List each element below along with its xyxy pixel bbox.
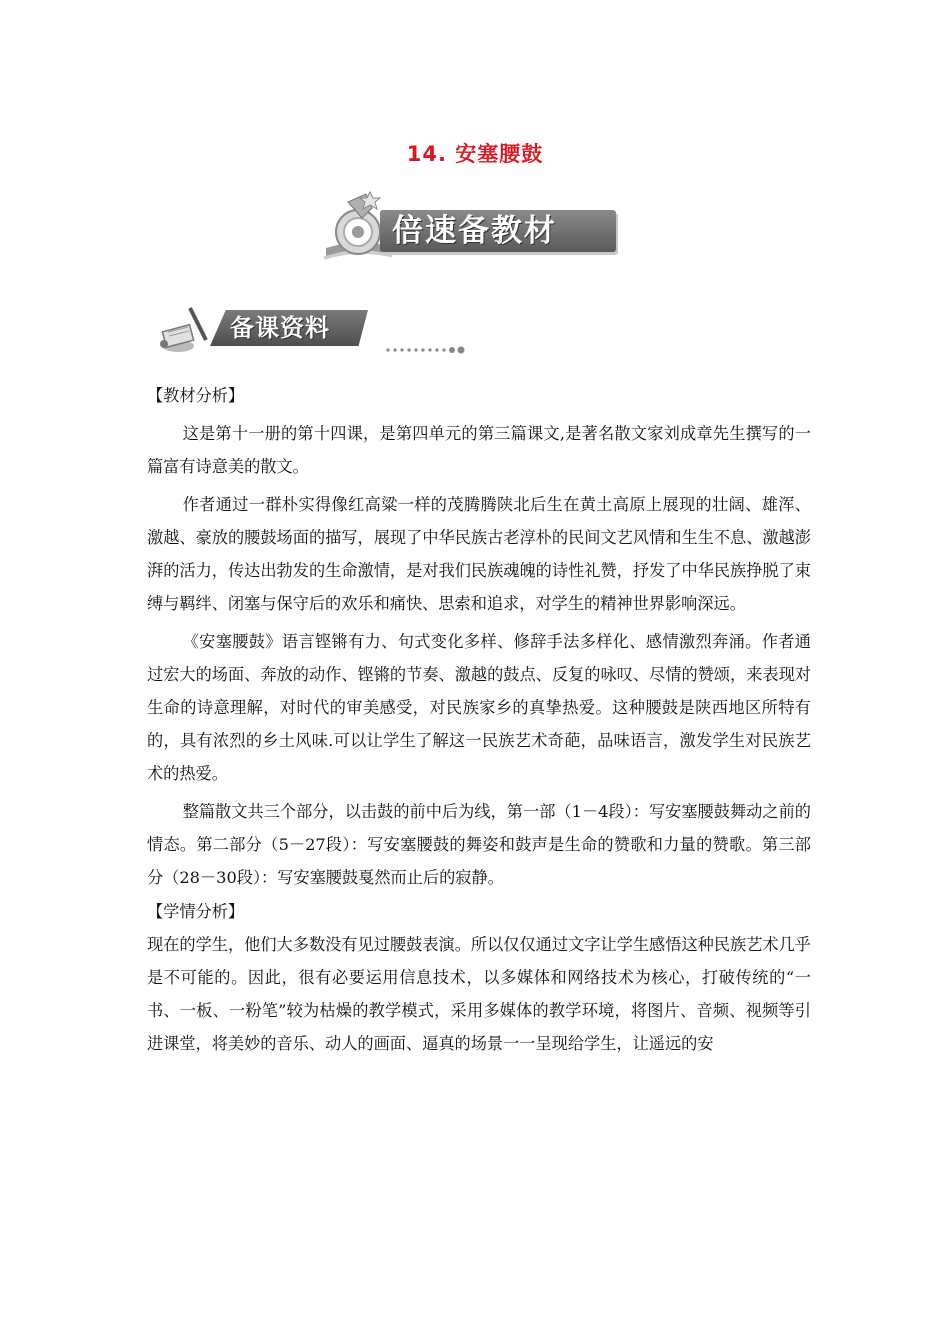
paragraph: 整篇散文共三个部分，以击鼓的前中后为线，第一部（1－4段）：写安塞腰鼓舞动之前的情态。第二部分（5－27段）：写安塞腰鼓的舞姿和鼓声是生命的赞歌和力量的赞歌。第三部分（28－30段）：写安塞腰鼓戛然而止后的寂静。 xyxy=(147,802,811,887)
banner-main-label: 倍速备教材 xyxy=(392,213,557,249)
paragraph: 这是第十一册的第十四课，是第四单元的第三篇课文,是著名散文家刘成章先生撰写的一篇富有诗意美的散文。 xyxy=(147,424,811,476)
document-body xyxy=(147,378,811,1060)
paragraph: 《安塞腰鼓》语言铿锵有力、句式变化多样、修辞手法多样化、感情激烈奔涌。作者通过宏大的场面、奔放的动作、铿锵的节奏、激越的鼓点、反复的咏叹、尽情的赞颂，来表现对生命的诗意理解，对时代的审美感受，对民族家乡的真挚热爱。这种腰鼓是陕西地区所特有的，具有浓烈的乡土风味.可以让学生了解这一民族艺术奇葩，品味语言，激发学生对民族艺术的热爱。 xyxy=(147,632,811,783)
paragraph: 作者通过一群朴实得像红高粱一样的茂腾腾陕北后生在黄土高原上展现的壮阔、雄浑、激越、豪放的腰鼓场面的描写，展现了中华民族古老淳朴的民间文艺风情和生生不息、激越澎湃的活力，传达出勃发的生命激情，是对我们民族魂魄的诗性礼赞，抒发了中华民族挣脱了束缚与羁绊、闭塞与保守后的欢乐和痛快、思索和追求，对学生的精神世界影响深远。 xyxy=(147,495,811,613)
banner-beisu-beijiaocai xyxy=(318,188,623,270)
banner-beike-ziliao xyxy=(150,300,480,362)
section-heading-analysis: 【教材分析】 xyxy=(147,386,245,405)
paragraph: 现在的学生，他们大多数没有见过腰鼓表演。所以仅仅通过文字让学生感悟这种民族艺术几乎是不可能的。因此，很有必要运用信息技术，以多媒体和网络技术为核心，打破传统的“一书、一板、一粉笔”较为枯燥的教学模式，采用多媒体的教学环境，将图片、音频、视频等引进课堂，将美妙的音乐、动人的画面、逼真的场景一一呈现给学生，让遥远的安 xyxy=(147,935,811,1053)
banner-sub-label: 备课资料 xyxy=(230,314,330,342)
section-heading-student: 【学情分析】 xyxy=(147,902,245,921)
page-title: 14. 安塞腰鼓 xyxy=(406,142,544,166)
